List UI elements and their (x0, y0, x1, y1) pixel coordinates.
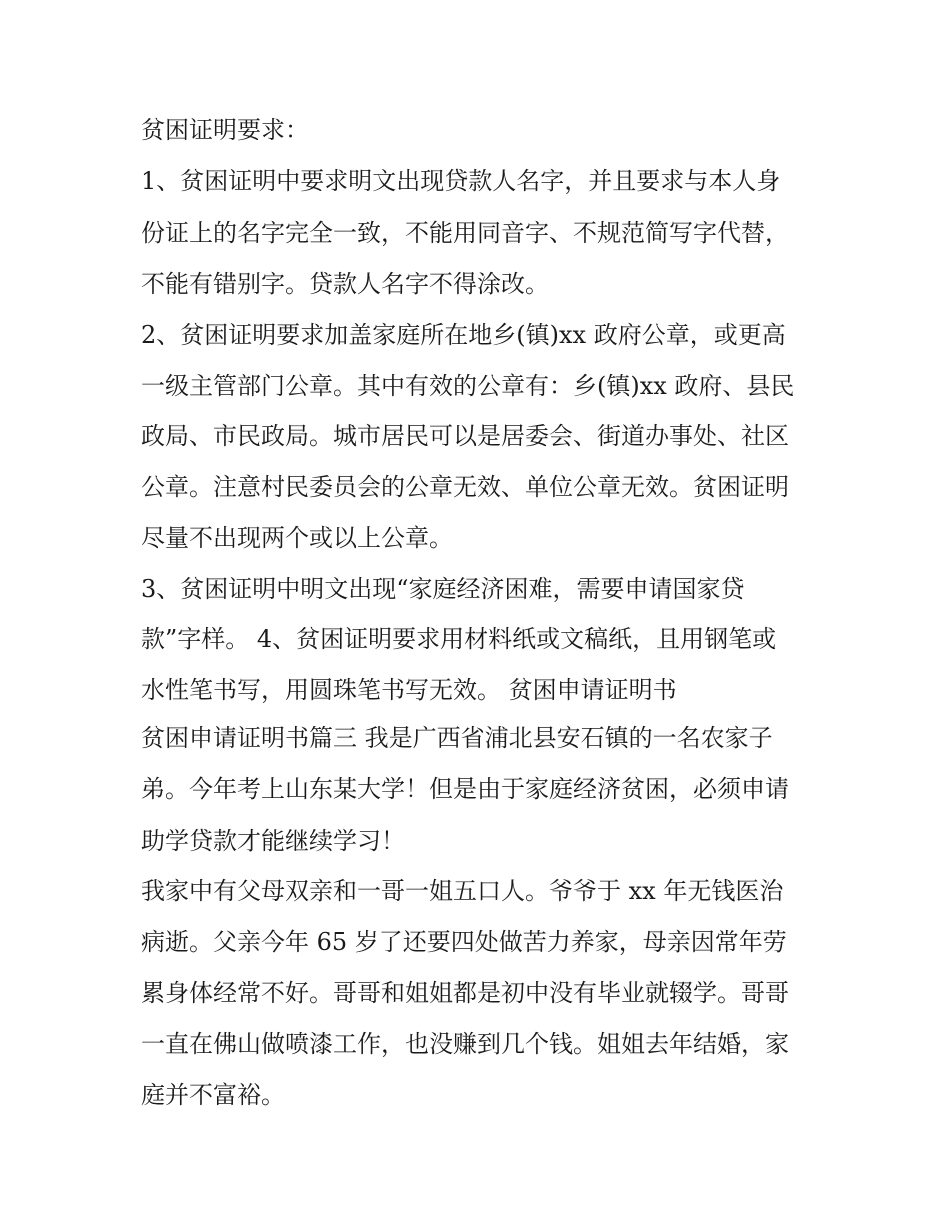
text-line: 累身体经常不好。哥哥和姐姐都是初中没有毕业就辍学。哥哥 (141, 979, 789, 1007)
text-line: 2、贫困证明要求加盖家庭所在地乡(镇)xx 政府公章，或更高 (141, 321, 786, 349)
text-line: 弟。今年考上山东某大学！但是由于家庭经济贫困，必须申请 (141, 775, 789, 803)
text-line: 不能有错别字。贷款人名字不得涂改。 (141, 270, 549, 298)
text-line: 病逝。父亲今年 65 岁了还要四处做苦力养家，母亲因常年劳 (141, 928, 787, 956)
text-line: 3、贫困证明中明文出现“家庭经济困难，需要申请国家贷 (141, 575, 745, 603)
text-line: 一级主管部门公章。其中有效的公章有：乡(镇)xx 政府、县民 (141, 372, 795, 400)
text-line: 庭并不富裕。 (141, 1081, 285, 1109)
text-line: 尽量不出现两个或以上公章。 (141, 524, 453, 552)
text-line: 水性笔书写，用圆珠笔书写无效。 贫困申请证明书 (141, 676, 677, 704)
text-line: 份证上的名字完全一致，不能用同音字、不规范简写字代替， (141, 219, 789, 247)
heading-requirements: 贫困证明要求： (141, 116, 309, 144)
text-line: 助学贷款才能继续学习！ (141, 827, 405, 855)
text-line: 我家中有父母双亲和一哥一姐五口人。爷爷于 xx 年无钱医治 (141, 877, 784, 905)
text-line: 1、贫困证明中要求明文出现贷款人名字，并且要求与本人身 (141, 167, 781, 195)
text-line: 贫困申请证明书篇三 我是广西省浦北县安石镇的一名农家子 (141, 724, 773, 752)
text-line: 政局、市民政局。城市居民可以是居委会、街道办事处、社区 (141, 422, 789, 450)
text-line: 款”字样。 4、贫困证明要求用材料纸或文稿纸，且用钢笔或 (141, 625, 777, 653)
text-line: 公章。注意村民委员会的公章无效、单位公章无效。贫困证明 (141, 473, 789, 501)
text-line: 一直在佛山做喷漆工作，也没赚到几个钱。姐姐去年结婚，家 (141, 1030, 789, 1058)
